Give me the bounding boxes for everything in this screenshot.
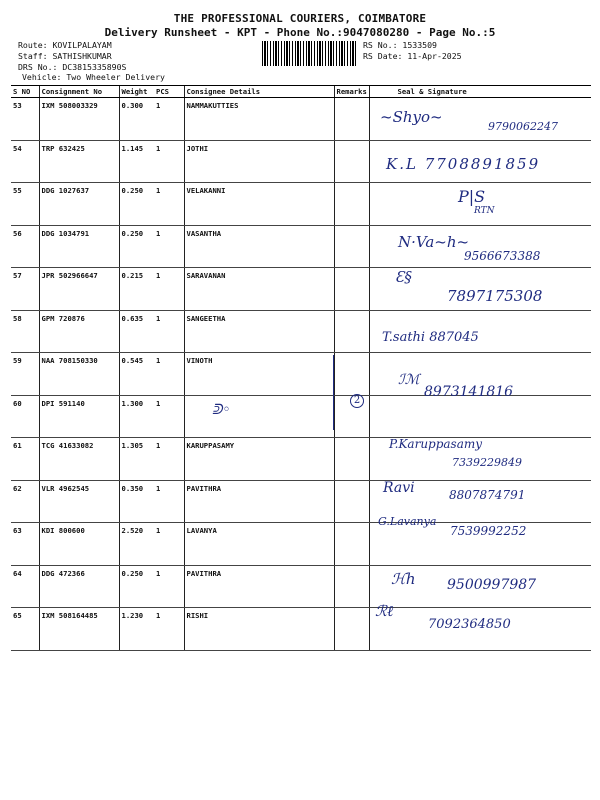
handwritten-phone: 7897175308 <box>447 287 543 305</box>
cell-weight: 2.520 <box>119 523 154 566</box>
cell-details: PAVITHRA <box>184 565 334 608</box>
company-title: THE PROFESSIONAL COURIERS, COIMBATORE <box>173 12 427 25</box>
cell-details: VASANTHA <box>184 225 334 268</box>
table-row <box>11 183 591 226</box>
signature-mark: ℋℎ <box>391 570 416 588</box>
staff-label: Staff: SATHISHKUMAR <box>18 51 112 61</box>
signature-mark: N·Va~h~ <box>398 233 470 251</box>
cell-pcs: 1 <box>154 183 184 226</box>
drs-number: DRS No.: DC3815335890S <box>18 62 127 72</box>
handwritten-phone: 9790062247 <box>488 120 558 133</box>
cell-pcs: 1 <box>154 140 184 183</box>
col-details: Consignee Details <box>184 86 334 98</box>
cell-pcs: 1 <box>154 268 184 311</box>
cell-consignment: GPM 720876 <box>39 310 119 353</box>
cell-consignment: VLR 4962545 <box>39 480 119 523</box>
cell-remarks <box>334 565 369 608</box>
cell-weight: 1.145 <box>119 140 154 183</box>
cell-consignment: IXM 508164485 <box>39 608 119 651</box>
cell-pcs: 1 <box>154 608 184 651</box>
cell-weight: 0.250 <box>119 565 154 608</box>
signature-mark: ~Shyo~ <box>380 108 443 126</box>
handwritten-signature: K.L 7708891859 <box>386 155 541 173</box>
cell-remarks <box>334 353 369 396</box>
table-header-row <box>11 86 591 98</box>
cell-pcs: 1 <box>154 480 184 523</box>
table-row <box>11 395 591 438</box>
cell-sno: 64 <box>11 565 39 608</box>
rs-number: RS No.: 1533509 <box>363 40 437 50</box>
cell-remarks <box>334 183 369 226</box>
cell-sno: 54 <box>11 140 39 183</box>
cell-sno: 63 <box>11 523 39 566</box>
col-seal: Seal & Signature <box>369 86 591 98</box>
signature-mark: ᕲ◦ <box>212 402 231 418</box>
barcode <box>262 41 358 66</box>
cell-weight: 1.300 <box>119 395 154 438</box>
cell-consignment: JPR 502966647 <box>39 268 119 311</box>
cell-weight: 0.215 <box>119 268 154 311</box>
handwritten-phone: 7539992252 <box>450 524 527 538</box>
cell-sno: 59 <box>11 353 39 396</box>
col-consignment: Consignment No <box>39 86 119 98</box>
cell-remarks <box>334 310 369 353</box>
handwritten-phone: 9500997987 <box>447 577 537 593</box>
cell-details <box>184 395 334 438</box>
cell-consignment: TCG 41633082 <box>39 438 119 481</box>
cell-consignment: DDG 1027637 <box>39 183 119 226</box>
cell-weight: 0.545 <box>119 353 154 396</box>
signature-mark: ℛℓ <box>375 602 394 620</box>
cell-remarks <box>334 523 369 566</box>
cell-weight: 1.230 <box>119 608 154 651</box>
handwritten-circled-mark: 2 <box>350 394 364 408</box>
handwritten-name: P.Karuppasamy <box>389 437 483 451</box>
cell-sno: 65 <box>11 608 39 651</box>
cell-consignment: DDG 1034791 <box>39 225 119 268</box>
route-label: Route: KOVILPALAYAM <box>18 40 112 50</box>
cell-details: SANGEETHA <box>184 310 334 353</box>
cell-weight: 0.350 <box>119 480 154 523</box>
cell-consignment: NAA 708150330 <box>39 353 119 396</box>
cell-remarks <box>334 608 369 651</box>
col-sno: S NO <box>11 86 39 98</box>
cell-pcs: 1 <box>154 353 184 396</box>
handwritten-note: RTN <box>474 206 495 216</box>
cell-details: VINOTH <box>184 353 334 396</box>
cell-consignment: KDI 800600 <box>39 523 119 566</box>
cell-details: NAMMAKUTTIES <box>184 98 334 141</box>
col-pcs: PCS <box>154 86 184 98</box>
vehicle-label: Vehicle: Two Wheeler Delivery <box>22 72 165 82</box>
cell-consignment: TRP 632425 <box>39 140 119 183</box>
cell-sno: 53 <box>11 98 39 141</box>
cell-details: JOTHI <box>184 140 334 183</box>
cell-sno: 55 <box>11 183 39 226</box>
cell-sno: 58 <box>11 310 39 353</box>
table-row <box>11 310 591 353</box>
cell-consignment: DDG 472366 <box>39 565 119 608</box>
handwritten-name: Ravi <box>383 480 415 496</box>
signature-mark: Ɛ§ <box>395 268 412 286</box>
col-weight: Weight <box>119 86 154 98</box>
cell-weight: 0.250 <box>119 225 154 268</box>
cell-details: VELAKANNI <box>184 183 334 226</box>
handwritten-name: G.Lavanya <box>378 515 437 528</box>
cell-weight: 1.305 <box>119 438 154 481</box>
handwritten-phone: 7339229849 <box>452 456 522 469</box>
cell-sno: 60 <box>11 395 39 438</box>
cell-pcs: 1 <box>154 565 184 608</box>
cell-details: SARAVANAN <box>184 268 334 311</box>
cell-sno: 56 <box>11 225 39 268</box>
cell-details: LAVANYA <box>184 523 334 566</box>
table-row <box>11 98 591 141</box>
cell-details: KARUPPASAMY <box>184 438 334 481</box>
cell-sno: 62 <box>11 480 39 523</box>
cell-remarks <box>334 98 369 141</box>
cell-pcs: 1 <box>154 98 184 141</box>
cell-remarks <box>334 225 369 268</box>
cell-sno: 57 <box>11 268 39 311</box>
cell-pcs: 1 <box>154 438 184 481</box>
cell-consignment: IXM 508003329 <box>39 98 119 141</box>
handwritten-phone: 7092364850 <box>428 617 511 632</box>
cell-seal <box>369 395 591 438</box>
cell-consignment: DPI 591140 <box>39 395 119 438</box>
signature-mark: ℐℳ <box>398 372 420 388</box>
cell-weight: 0.300 <box>119 98 154 141</box>
col-remarks: Remarks <box>334 86 369 98</box>
handwritten-phone: 9566673388 <box>464 249 541 263</box>
cell-pcs: 1 <box>154 523 184 566</box>
cell-details: PAVITHRA <box>184 480 334 523</box>
handwritten-note: P|S <box>458 187 486 206</box>
cell-sno: 61 <box>11 438 39 481</box>
cell-pcs: 1 <box>154 225 184 268</box>
runsheet-subtitle: Delivery Runsheet - KPT - Phone No.:9047080280 - Page No.:5 <box>104 26 496 39</box>
cell-pcs: 1 <box>154 310 184 353</box>
handwritten-phone: 8973141816 <box>424 384 514 400</box>
cell-remarks <box>334 480 369 523</box>
cell-remarks <box>334 140 369 183</box>
rs-date: RS Date: 11-Apr-2025 <box>363 51 462 61</box>
cell-weight: 0.635 <box>119 310 154 353</box>
handwritten-phone: 8807874791 <box>449 488 526 502</box>
cell-pcs: 1 <box>154 395 184 438</box>
handwritten-stroke <box>333 355 334 430</box>
cell-remarks <box>334 438 369 481</box>
cell-details: RISHI <box>184 608 334 651</box>
handwritten-signature: T.sathi 887045 <box>382 330 479 345</box>
cell-remarks <box>334 268 369 311</box>
cell-weight: 0.250 <box>119 183 154 226</box>
